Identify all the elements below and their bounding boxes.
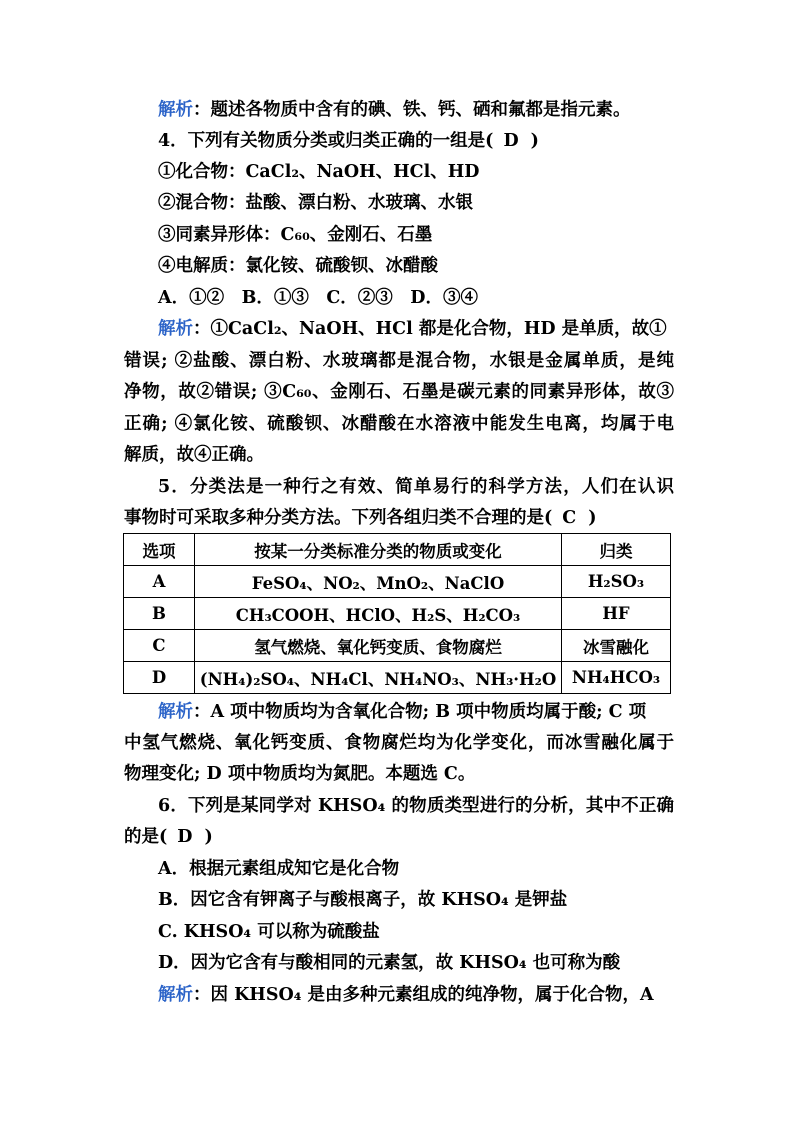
table-cell: FeSO₄、NO₂、MnO₂、NaClO xyxy=(195,566,562,598)
table-row xyxy=(124,662,671,694)
table-cell: NH₄HCO₃ xyxy=(562,662,671,694)
q4-stem-text: 4．下列有关物质分类或归类正确的一组是( xyxy=(158,131,494,151)
q5-analysis-line-2: 中氢气燃烧、氧化钙变质、食物腐烂均为化学变化，而冰雪融化属于 xyxy=(124,733,674,753)
q6-option-c: C. KHSO₄ 可以称为硫酸盐 xyxy=(158,922,380,942)
analysis-text: ：因 KHSO₄ 是由多种元素组成的纯净物，属于化合物，A xyxy=(193,985,654,1005)
q4-analysis-line-1 xyxy=(158,318,674,340)
q4-item-3: ③同素异形体：C₆₀、金刚石、石墨 xyxy=(158,225,433,245)
q4-options: A．①② B．①③ C．②③ D．③④ xyxy=(158,288,478,308)
table-row xyxy=(124,598,671,630)
q4-item-1: ①化合物：CaCl₂、NaOH、HCl、HD xyxy=(158,162,480,182)
q5-stem-text: 事物时可采取多种分类方法。下列各组归类不合理的是( xyxy=(124,508,553,528)
q6-analysis-line-1 xyxy=(158,984,674,1006)
q5-stem-close: ) xyxy=(588,508,597,528)
q6-stem-close: ) xyxy=(204,827,213,847)
q6-option-b: B．因它含有钾离子与酸根离子，故 KHSO₄ 是钾盐 xyxy=(158,890,568,910)
table-row xyxy=(124,566,671,598)
table-cell: A xyxy=(124,566,195,598)
q4-analysis-line-3: 净物，故②错误; ③C₆₀、金刚石、石墨是碳元素的同素异形体，故③ xyxy=(124,382,674,402)
q6-option-a: A．根据元素组成知它是化合物 xyxy=(158,859,400,879)
analysis-label: 解析 xyxy=(158,985,193,1005)
q5-table xyxy=(123,533,671,694)
q5-stem-line-1: 5．分类法是一种行之有效、简单易行的科学方法，人们在认识 xyxy=(158,477,674,497)
q5-answer: C xyxy=(562,508,577,528)
q4-item-2: ②混合物：盐酸、漂白粉、水玻璃、水银 xyxy=(158,193,473,213)
q3-analysis xyxy=(158,99,674,121)
table-header: 归类 xyxy=(562,534,671,566)
table-header-row xyxy=(124,534,671,566)
q6-answer: D xyxy=(177,827,193,847)
analysis-label: 解析 xyxy=(158,319,193,339)
q4-stem xyxy=(158,130,674,152)
q5-analysis-line-3: 物理变化; D 项中物质均为氮肥。本题选 C。 xyxy=(124,764,476,784)
q6-option-d: D．因为它含有与酸相同的元素氢，故 KHSO₄ 也可称为酸 xyxy=(158,953,621,973)
analysis-label: 解析 xyxy=(158,702,193,722)
q6-stem-line-2 xyxy=(124,826,674,848)
q6-stem-text: 的是( xyxy=(124,827,168,847)
analysis-text: ：①CaCl₂、NaOH、HCl 都是化合物，HD 是单质，故① xyxy=(193,319,667,339)
q4-answer: D xyxy=(503,131,519,151)
table-header: 选项 xyxy=(124,534,195,566)
table-cell: (NH₄)₂SO₄、NH₄Cl、NH₄NO₃、NH₃·H₂O xyxy=(195,662,562,694)
q4-analysis-line-4: 正确; ④氯化铵、硫酸钡、冰醋酸在水溶液中能发生电离，均属于电 xyxy=(124,414,674,434)
q5-stem-line-2 xyxy=(124,507,674,529)
q4-analysis-line-5: 解质，故④正确。 xyxy=(124,445,264,465)
table-cell: CH₃COOH、HClO、H₂S、H₂CO₃ xyxy=(195,598,562,630)
q5-analysis-line-1 xyxy=(158,701,674,723)
table-row xyxy=(124,630,671,662)
table-cell: D xyxy=(124,662,195,694)
table-cell: C xyxy=(124,630,195,662)
table-cell: HF xyxy=(562,598,671,630)
analysis-text: ：A 项中物质均为含氧化合物; B 项中物质均属于酸; C 项 xyxy=(193,702,647,722)
table-cell: 氢气燃烧、氧化钙变质、食物腐烂 xyxy=(195,630,562,662)
table-cell: 冰雪融化 xyxy=(562,630,671,662)
q4-stem-close: ) xyxy=(530,131,539,151)
table-header: 按某一分类标准分类的物质或变化 xyxy=(195,534,562,566)
analysis-text: ：题述各物质中含有的碘、铁、钙、硒和氟都是指元素。 xyxy=(193,100,631,120)
table-cell: B xyxy=(124,598,195,630)
q4-analysis-line-2: 错误; ②盐酸、漂白粉、水玻璃都是混合物，水银是金属单质，是纯 xyxy=(124,351,674,371)
q6-stem-line-1: 6．下列是某同学对 KHSO₄ 的物质类型进行的分析，其中不正确 xyxy=(158,796,674,816)
q4-item-4: ④电解质：氯化铵、硫酸钡、冰醋酸 xyxy=(158,256,438,276)
table-cell: H₂SO₃ xyxy=(562,566,671,598)
analysis-label: 解析 xyxy=(158,100,193,120)
